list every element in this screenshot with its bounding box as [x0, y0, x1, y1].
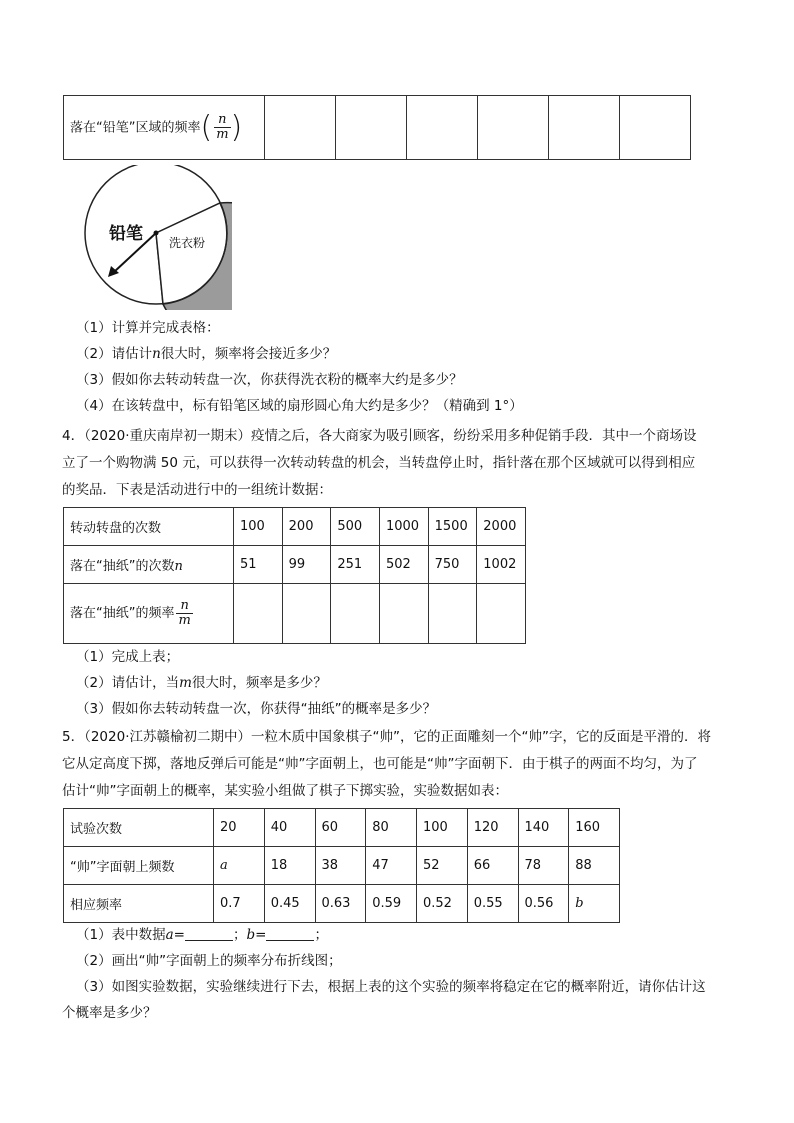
q4-sub2: （2）请估计，当m很大时，频率是多少？ [76, 675, 327, 691]
table-cell [478, 96, 549, 160]
table-cell: 160 [569, 809, 620, 847]
table-cell: 88 [569, 847, 620, 885]
q5-intro-line: 它从定高度下掷，落地反弹后可能是“帅”字面朝上，也可能是“帅”字面朝下．由于棋子的两面不均匀，为了 [62, 756, 698, 772]
table-cell: 2000 [477, 508, 526, 546]
table-cell: 200 [282, 508, 331, 546]
table-cell: a [214, 847, 265, 885]
table-cell: 100 [234, 508, 283, 546]
q5-sub3-line: 个概率是多少？ [62, 1005, 157, 1021]
spinner-figure [80, 165, 232, 310]
table-row-label: 相应频率 [64, 885, 214, 923]
table-cell [428, 584, 477, 644]
table-row-label: 落在“铅笔”区域的频率( $\frac{n}{m}$ ) [64, 96, 265, 160]
q5-intro-line: 估计“帅”字面朝上的概率，某实验小组做了棋子下掷实验，实验数据如表： [62, 783, 508, 799]
q5-sub2: （2）画出“帅”字面朝上的频率分布折线图； [76, 953, 342, 969]
table-cell: 51 [234, 546, 283, 584]
table-cell: 99 [282, 546, 331, 584]
table-row-label: 试验次数 [64, 809, 214, 847]
table-cell: 0.52 [417, 885, 468, 923]
q3-sub2: （2）请估计n很大时，频率将会接近多少？ [76, 346, 337, 362]
table-cell [620, 96, 691, 160]
table-cell: 20 [214, 809, 265, 847]
pencil-label: 铅笔 [109, 224, 143, 244]
q4-intro-line: 立了一个购物满 50 元，可以获得一次转动转盘的机会，当转盘停止时，指针落在那个区域就可以得到相应 [62, 455, 696, 471]
table-cell: 120 [467, 809, 518, 847]
table-cell: 60 [315, 809, 366, 847]
q4-intro-line: 的奖品．下表是活动进行中的一组统计数据： [62, 482, 332, 498]
detergent-label: 洗衣粉 [169, 236, 206, 250]
table-cell: 1000 [379, 508, 428, 546]
table-cell: 40 [264, 809, 315, 847]
table-cell: 0.63 [315, 885, 366, 923]
table-cell: 0.45 [264, 885, 315, 923]
q4-table [63, 507, 526, 644]
q5-intro-line: 5．（2020·江苏赣榆初二期中）一粒木质中国象棋子“帅”，它的正面雕刻一个“帅”字，它的反面是平滑的．将 [62, 729, 711, 745]
answer-blank-a[interactable] [185, 926, 233, 941]
table-cell: 0.59 [366, 885, 417, 923]
q4-sub1: （1）完成上表； [76, 649, 180, 665]
q4-sub3: （3）假如你去转动转盘一次，你获得“抽纸”的概率是多少？ [76, 701, 437, 717]
answer-blank-b[interactable] [266, 926, 314, 941]
table-cell [407, 96, 478, 160]
table-cell: 251 [331, 546, 380, 584]
table-cell: 18 [264, 847, 315, 885]
table-cell: 47 [366, 847, 417, 885]
q3-sub1: （1）计算并完成表格： [76, 320, 220, 336]
table-row-label: 转动转盘的次数 [64, 508, 234, 546]
table-cell [379, 584, 428, 644]
q3-sub4: （4）在该转盘中，标有铅笔区域的扇形圆心角大约是多少？（精确到 1°） [76, 398, 523, 414]
q5-table [63, 808, 620, 923]
table-cell: 502 [379, 546, 428, 584]
table-row-label: 落在“抽纸”的次数n [64, 546, 234, 584]
table-cell: 80 [366, 809, 417, 847]
table-cell: 66 [467, 847, 518, 885]
table-cell: 140 [518, 809, 569, 847]
table-cell: 0.7 [214, 885, 265, 923]
table-cell: 38 [315, 847, 366, 885]
table-cell: 52 [417, 847, 468, 885]
table-cell: 750 [428, 546, 477, 584]
table-cell: 100 [417, 809, 468, 847]
table-row-label: 落在“抽纸”的频率 $\frac{n}{m}$ [64, 584, 234, 644]
table-cell [234, 584, 283, 644]
table-cell [265, 96, 336, 160]
pencil-frequency-table [63, 95, 691, 160]
table-cell: b [569, 885, 620, 923]
q5-sub3-line: （3）如图实验数据，实验继续进行下去，根据上表的这个实验的频率将稳定在它的概率附近，请你估计这 [76, 979, 706, 995]
table-cell: 1002 [477, 546, 526, 584]
table-cell [282, 584, 331, 644]
table-cell: 78 [518, 847, 569, 885]
table-cell [336, 96, 407, 160]
table-cell [331, 584, 380, 644]
table-cell: 0.55 [467, 885, 518, 923]
q3-sub3: （3）假如你去转动转盘一次，你获得洗衣粉的概率大约是多少？ [76, 372, 463, 388]
table-cell: 0.56 [518, 885, 569, 923]
q5-sub1: （1）表中数据a= ；b= ； [76, 927, 328, 943]
q4-intro-line: 4．（2020·重庆南岸初一期末）疫情之后，各大商家为吸引顾客，纷纷采用多种促销手段．其中一个商场设 [62, 428, 697, 444]
table-row-label: “帅”字面朝上频数 [64, 847, 214, 885]
table-cell: 1500 [428, 508, 477, 546]
table-cell [549, 96, 620, 160]
table-cell [477, 584, 526, 644]
table-cell: 500 [331, 508, 380, 546]
